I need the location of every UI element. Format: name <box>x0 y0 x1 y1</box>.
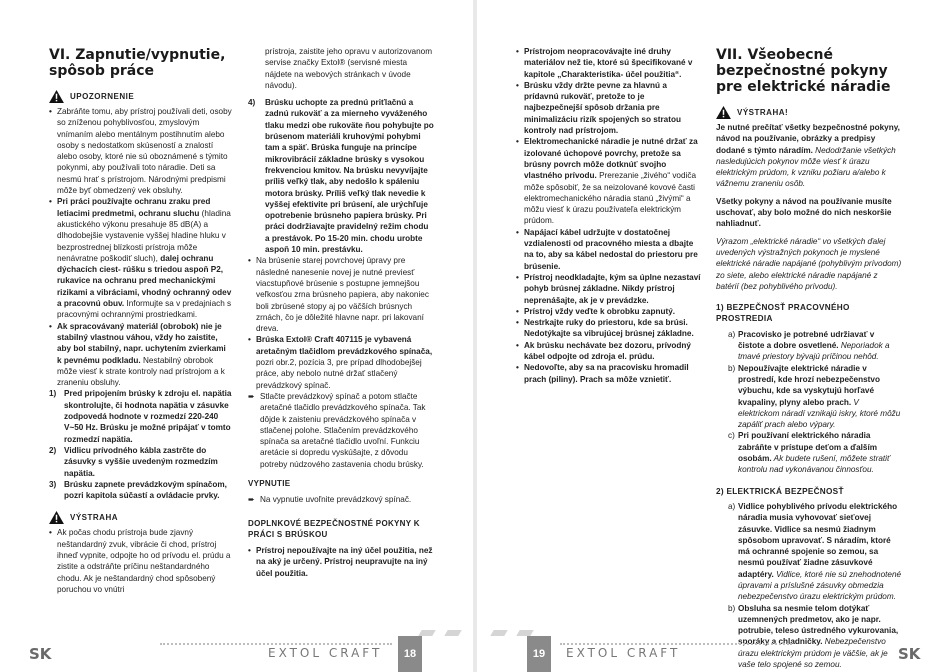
section-title-vii: VII. Všeobecné bezpečnostné pokyny pre elektrické náradie <box>716 47 891 95</box>
warning-header <box>716 106 902 119</box>
list-item: b) Obsluha sa nesmie telom dotýkať uzemnených predmetov, ako je napr. potrubie, teleso ústredného vykurovania, sporáky a chladničky. Nebezpečenstvo úrazu elektrickým prúdom je väčšie, ak je vaše telo spojené so zemou. <box>728 603 899 670</box>
warning-title: VÝSTRAHA! <box>737 107 789 117</box>
paragraph: Je nutné prečítať všetky bezpečnostné pokyny, návod na používanie, obrázky a predpisy dodané s týmto náradím. Nedodržanie všetkých nasledujúcich pokynov môže viesť k úrazu elektrickým prúdom, k vzniku požiaru a/alebo k vážnemu zraneniu osôb. <box>716 123 900 189</box>
subheading: 1) BEZPEČNOSŤ PRACOVNÉHO PROSTREDIA <box>716 303 850 324</box>
column-3 <box>516 46 702 385</box>
language-code-right: SK <box>898 645 921 663</box>
language-code-left: SK <box>29 645 52 663</box>
subheading: DOPLNKOVÉ BEZPEČNOSTNÉ POKYNY K PRÁCI S BRÚSKOU <box>248 518 420 539</box>
warning-title: VÝSTRAHA <box>70 513 119 523</box>
arrow-icon: ➨ <box>248 391 255 401</box>
list-item: a) Vidlice pohyblivého prívodu elektrického náradia musia vyhovovať sieťovej zásuvke. Vidlice sa nesmú žiadnym spôsobom upravovať. S náradím, ktoré má ochranné spojenie so zemou, sa nesmú používať žiadne zásuvkové adaptéry. Vidlice, ktoré nie sú znehodnotené úpravami a príslušné zásuvky obmedzia nebezpečenstvo úrazu elektrickým prúdom. <box>728 501 902 602</box>
list-item: a) Pracovisko je potrebné udržiavať v čistote a dobre osvetlené. Neporiadok a tmavé priestory bývajú príčinou nehôd. <box>728 329 890 362</box>
brand-logo-right: EXTOL CRAFT <box>566 646 681 660</box>
column-4 <box>716 40 902 670</box>
paragraph: • Napájací kábel udržujte v dostatočnej vzdialenosti od pracovného miesta a dbajte na to, aby sa kábel nedostal do priestoru pre brúsenie. <box>516 227 702 272</box>
warning-icon <box>49 511 64 524</box>
paragraph: • Na brúsenie starej povrchovej úpravy pre následné nanesenie novej je nutné previesť viacstupňové brúsenie s postupne jemnejšou veľkosťou zrna brúsneho papiera, aby nakoniec boli zbrúsené stopy aj po väčších brúsnych zrnách, čo je dôležité hlavne napr. pri lakovaní dreva. <box>248 255 434 334</box>
step-2: 2) Vidlicu prívodného kábla zastrčte do zásuvky s vyššie uvedeným rozmedzím napätia. <box>49 445 218 478</box>
column-2 <box>248 46 434 579</box>
paragraph: Všetky pokyny a návod na používanie musíte uschovať, aby bolo možné do nich neskoršie nahliadnuť. <box>716 196 892 229</box>
paragraph: • Brúsku vždy držte pevne za hlavnú a prídavnú rukoväť, pretože to je najbezpečnejší spôsob držania pre minimalizáciu rizík spojených so stratou kontroly nad prístrojom. <box>516 80 702 136</box>
paragraph: • Prístroj nepoužívajte na iný účel použitia, než na aký je určený. Prístroj neupravujte na iný účel použitia. <box>248 545 434 579</box>
column-1 <box>49 40 232 595</box>
paragraph: • Pri práci používajte ochranu zraku pred letiacimi predmetmi, ochranu sluchu (hladina akustického výkonu presahuje 85 dB(A) a dlhodobejšie vystavenie vyššej hladine hluku v bezprostrednej blízkosti prístroja môže nenávratne poškodiť sluch), dalej ochranu dýchacích ciest- rúšku s triedou aspoň P2, rukavice na ochranu pred mechanickými rizikami a vibráciami, vhodný ochranný odev a pracovnú obuv. Informujte sa v predajniach s pracovnými ochrannými prostriedkami. <box>49 196 232 320</box>
paragraph: • Nestrkajte ruky do priestoru, kde sa brúsi. Nedotýkajte sa vibrujúcej brúsnej základne. <box>516 317 702 340</box>
paragraph: • Prístroj neodkladajte, kým sa úplne nezastaví pohyb brúsnej základne. Nikdy prístroj neprenášajte, ak je v prevádzke. <box>516 272 702 306</box>
warning-header <box>49 511 232 524</box>
brand-logo-left: EXTOL CRAFT <box>268 646 383 660</box>
arrow-icon: ➨ <box>248 495 255 505</box>
subheading: 2) ELEKTRICKÁ BEZPEČNOSŤ <box>716 486 844 496</box>
paragraph: ➨ Stlačte prevádzkový spínač a potom stlačte aretačné tlačidlo prevádzkového spínača. Tak dôjde k zaisteniu prevádzkového spínača v stlačenej polohe. Stlačením prevádzkového spínača sa aretačné tlačidlo uvoľní. Funkciu aretácie si dopredu vyskúšajte, z dôvodu potreby núdzového zastavenia chodu brúsky. <box>248 391 426 469</box>
warning-icon <box>49 90 64 103</box>
paragraph: prístroja, zaistite jeho opravu v autorizovanom servise značky Extol® (servisné miesta nájdete na webových stránkach v úvode návodu). <box>265 47 433 90</box>
subheading: VYPNUTIE <box>248 478 291 488</box>
paragraph: ➨ Na vypnutie uvoľnite prevádzkový spínač. <box>248 495 412 505</box>
list-item: b) Nepoužívajte elektrické náradie v prostredí, kde hrozí nebezpečenstvo výbuchu, kde sa vyskytujú horľavé kvapaliny, plyny alebo prach. V elektrickom náradí vznikajú iskry, ktoré môžu zapáliť prach alebo výpary. <box>728 363 901 430</box>
step-4: 4) Brúsku uchopte za prednú priťlačnú a zadnú rukoväť a za mierneho vyváženého tlaku medzi obe rukoväte ňou pohybujte po brúsenom materiáli kruhovými pohybmi tam a späť. Brúska funguje na princípe mikrovibrácií základne brúsky s vysokou frekvenciou kmitov. Na brúsku nevyvíjajte príliš veľký tlak, aby nedošlo k spáleniu motora brúsky. Príliš veľký tlak nevedie k vyššej efektivite pri brúsení, ale urýchľuje opotrebenie brúsneho papiera brúsky. Pri práci dodržiavajte pravidelný režim chodu a prestávok. Po 15-20 min. chodu urobte aspoň 10 min. prestávku. <box>248 98 434 255</box>
warning-header <box>49 90 232 103</box>
paragraph: • Prístroj vždy veďte k obrobku zapnutý. <box>516 306 702 317</box>
page-number-left: 18 <box>398 636 422 672</box>
paragraph: Výrazom „elektrické náradie“ vo všetkých ďalej uvedených výstražných pokynoch je myslené elektrické náradie napájané (pohyblivým prívodom) zo siete, alebo elektrické náradie napájané z batérií (bez pohyblivého prívodu). <box>716 236 902 291</box>
paragraph: • Ak spracovávaný materiál (obrobok) nie je stabilný vlastnou váhou, vždy ho zaistite, aby bol stabilný, napr. uchytením zvierkami k pevnému podkladu. Nestabilný obrobok môže viesť k strate kontroly nad prístrojom a k zraneniu obsluhy. <box>49 321 232 389</box>
warning-title: UPOZORNENIE <box>70 91 135 101</box>
step-1: 1) Pred pripojením brúsky k zdroju el. napätia skontrolujte, či hodnota napätia v zásuvke zodpovedá hodnote v rozmedzí 220-240 V~50 Hz. Brúsku je možné pripájať v tomto rozmedzí napätia. <box>49 389 232 444</box>
list-item: c) Pri používaní elektrického náradia zabráňte v prístupe deťom a ďalším osobám. Ak budete rušení, môžete stratiť kontrolu nad vykonávanou činnosťou. <box>728 431 890 475</box>
paragraph: • Zabráňte tomu, aby prístroj používali deti, osoby so zníženou pohyblivosťou, zmyslovým vnímaním alebo mentálnym postihnutím alebo osoby s nedostatkom skúseností a znalostí alebo osoby, ktoré nie sú oboznámené s týmito pokynmi, aby používali toto náradie. Deti sa nesmú hrať s prístrojom. Národnými predpismi môže byť obmedzený vek obsluhy. <box>49 106 232 196</box>
step-3: 3) Brúsku zapnete prevádzkovým spínačom, pozri kapitola súčastí a ovládacie prvky. <box>49 479 227 501</box>
paragraph: • Brúska Extol® Craft 407115 je vybavená aretačným tlačidlom prevádzkového spínača, pozri obr.2, pozícia 3, pre prípad dlhodobejšej práce, aby nebolo nutné držať stlačený prevádzkový spínač. <box>248 334 434 390</box>
paragraph: • Nedovoľte, aby sa na pracovisku hromadil prach (piliny). Prach sa môže vznietiť. <box>516 362 702 385</box>
paragraph: • Elektromechanické náradie je nutné držať za izolované úchopové povrchy, pretože sa brúsny povrch môže dotknúť svojho vlastného prívodu. Prerezanie „živého“ vodiča môže spôsobiť, že sa neizolované kovové časti elektromechanického náradia stanú „živými“ a môžu viesť k úrazu používateľa elektrickým prúdom. <box>516 136 702 226</box>
page-number-right: 19 <box>527 636 551 672</box>
paragraph: • Ak brúsku nechávate bez dozoru, prívodný kábel odpojte od zdroja el. prúdu. <box>516 340 702 363</box>
paragraph: • Prístrojom neopracovávajte iné druhy materiálov než tie, ktoré sú špecifikované v kapitole „Charakteristika- účel použitia“. <box>516 46 702 80</box>
section-title-vi: VI. Zapnutie/vypnutie, spôsob práce <box>49 47 226 79</box>
paragraph: • Ak počas chodu prístroja bude zjavný neštandardný zvuk, vibrácie či chod, prístroj ihneď vypnite, odpojte ho od prívodu el. prúdu a zistite a odstráňte príčinu neštandardného chodu. Ak je neštandardný chod spôsobený poruchou vo vnútri <box>49 527 232 595</box>
warning-icon <box>716 106 731 119</box>
